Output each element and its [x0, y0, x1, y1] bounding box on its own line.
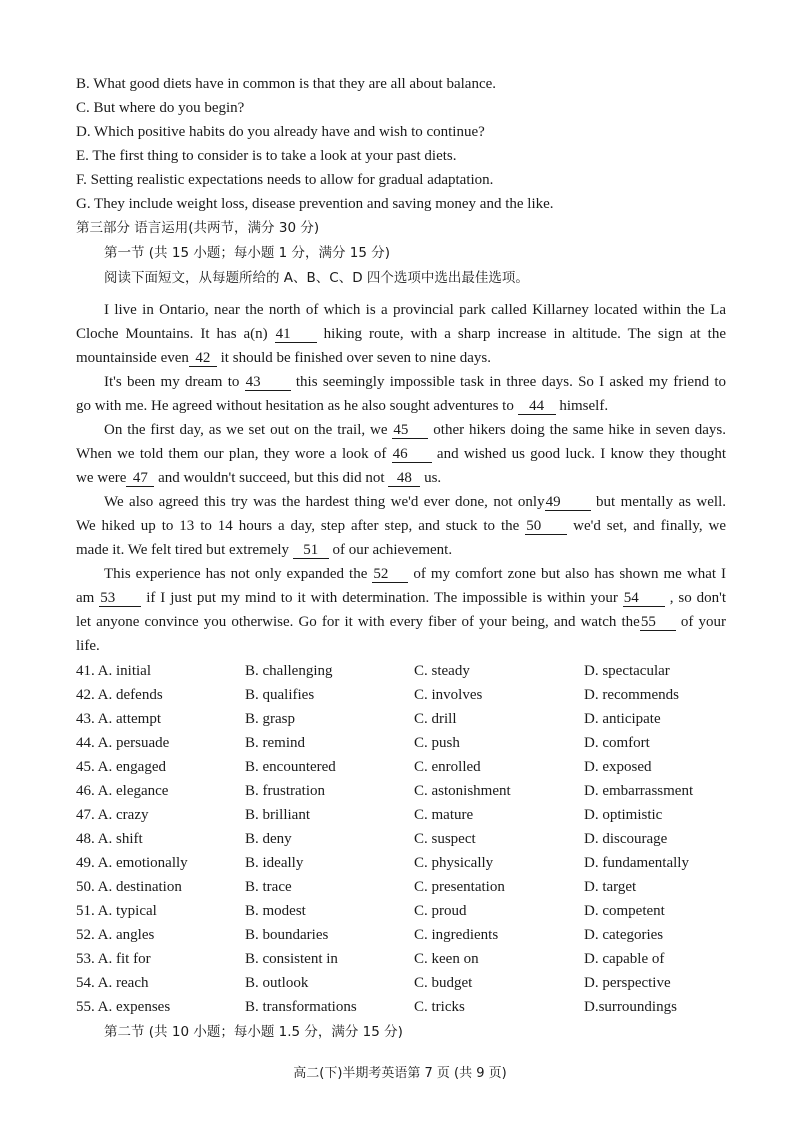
option-41-d[interactable]: D. spectacular — [584, 663, 670, 679]
option-51-c[interactable]: C. proud — [414, 903, 467, 919]
option-49-b[interactable]: B. ideally — [245, 855, 304, 871]
passage-line: It's been my dream to 43 this seemingly impossible task in three days. So I asked my friend to — [104, 374, 726, 390]
option-g: G. They include weight loss, disease prevention and saving money and the like. — [76, 196, 554, 212]
option-50-a[interactable]: 50. A. destination — [76, 879, 182, 895]
option-52-b[interactable]: B. boundaries — [245, 927, 329, 943]
option-43-a[interactable]: 43. A. attempt — [76, 711, 161, 727]
option-47-d[interactable]: D. optimistic — [584, 807, 663, 823]
option-50-c[interactable]: C. presentation — [414, 879, 505, 895]
option-46-c[interactable]: C. astonishment — [414, 783, 511, 799]
passage-line: This experience has not only expanded the 52 of my comfort zone but also has shown me what I — [104, 566, 727, 582]
option-48-a[interactable]: 48. A. shift — [76, 831, 143, 847]
option-f: F. Setting realistic expectations needs to allow for gradual adaptation. — [76, 172, 494, 188]
blank-47: 47 — [126, 470, 154, 487]
passage-line: When we told them our plan, they wore a look of 46 and wished us good luck. I know they thought — [76, 446, 727, 462]
option-42-a[interactable]: 42. A. defends — [76, 687, 163, 703]
part-heading: 第三部分 语言运用(共两节，满分 30 分) — [76, 220, 320, 236]
blank-52: 52 — [372, 566, 408, 583]
option-47-c[interactable]: C. mature — [414, 807, 474, 823]
option-53-b[interactable]: B. consistent in — [245, 951, 338, 967]
option-45-d[interactable]: D. exposed — [584, 759, 652, 775]
question-53-options — [76, 949, 736, 971]
option-d: D. Which positive habits do you already have and wish to continue? — [76, 124, 485, 140]
option-43-b[interactable]: B. grasp — [245, 711, 295, 727]
blank-54: 54 — [623, 590, 665, 607]
option-44-a[interactable]: 44. A. persuade — [76, 735, 170, 751]
section-heading: 第一节 (共 15 小题；每小题 1 分，满分 15 分) — [104, 245, 391, 261]
blank-43: 43 — [245, 374, 291, 391]
blank-51: 51 — [293, 542, 329, 559]
question-41-options — [76, 661, 736, 683]
option-55-b[interactable]: B. transformations — [245, 999, 357, 1015]
option-54-a[interactable]: 54. A. reach — [76, 975, 149, 991]
blank-41: 41 — [275, 326, 317, 343]
question-49-options — [76, 853, 736, 875]
option-b: B. What good diets have in common is that they are all about balance. — [76, 76, 497, 92]
option-47-b[interactable]: B. brilliant — [245, 807, 310, 823]
passage-line: Cloche Mountains. It has a(n) 41 hiking route, with a sharp increase in altitude. The sign at the — [76, 326, 727, 342]
option-45-a[interactable]: 45. A. engaged — [76, 759, 166, 775]
option-48-b[interactable]: B. deny — [245, 831, 292, 847]
blank-42: 42 — [189, 350, 217, 367]
option-54-c[interactable]: C. budget — [414, 975, 473, 991]
instructions: 阅读下面短文，从每题所给的 A、B、C、D 四个选项中选出最佳选项。 — [104, 270, 529, 286]
question-52-options — [76, 925, 736, 947]
passage-line: life. — [76, 638, 100, 654]
option-44-b[interactable]: B. remind — [245, 735, 305, 751]
passage-line: We also agreed this try was the hardest thing we'd ever done, not only49 but mentally as well. — [104, 494, 726, 510]
option-46-b[interactable]: B. frustration — [245, 783, 325, 799]
question-50-options — [76, 877, 736, 899]
blank-45: 45 — [392, 422, 428, 439]
passage-line: made it. We felt tired but extremely 51 of our achievement. — [76, 542, 453, 558]
passage-line: let anyone convince you otherwise. Go for it with every fiber of your being, and watch the55 of your — [76, 614, 726, 630]
passage-line: am 53 if I just put my mind to it with determination. The impossible is within your 54 , so don't — [76, 590, 727, 606]
blank-53: 53 — [99, 590, 141, 607]
option-48-d[interactable]: D. discourage — [584, 831, 668, 847]
passage-line: We hiked up to 13 to 14 hours a day, step after step, and stuck to the 50 we'd set, and finally, we — [76, 518, 727, 534]
question-54-options — [76, 973, 736, 995]
question-42-options — [76, 685, 736, 707]
section2-heading: 第二节 (共 10 小题；每小题 1.5 分，满分 15 分) — [104, 1024, 403, 1040]
option-53-a[interactable]: 53. A. fit for — [76, 951, 151, 967]
option-51-b[interactable]: B. modest — [245, 903, 306, 919]
blank-46: 46 — [392, 446, 432, 463]
option-52-a[interactable]: 52. A. angles — [76, 927, 155, 943]
blank-48: 48 — [388, 470, 420, 487]
blank-50: 50 — [525, 518, 567, 535]
option-41-a[interactable]: 41. A. initial — [76, 663, 151, 679]
blank-44: 44 — [518, 398, 556, 415]
option-52-d[interactable]: D. categories — [584, 927, 664, 943]
option-53-d[interactable]: D. capable of — [584, 951, 665, 967]
option-54-b[interactable]: B. outlook — [245, 975, 309, 991]
question-55-options — [76, 997, 736, 1019]
question-44-options — [76, 733, 736, 755]
option-e: E. The first thing to consider is to take a look at your past diets. — [76, 148, 457, 164]
option-45-b[interactable]: B. encountered — [245, 759, 336, 775]
question-48-options — [76, 829, 736, 851]
option-54-d[interactable]: D. perspective — [584, 975, 671, 991]
passage-line: go with me. He agreed without hesitation as he also sought adventures to 44 himself. — [76, 398, 609, 414]
option-41-b[interactable]: B. challenging — [245, 663, 333, 679]
option-49-a[interactable]: 49. A. emotionally — [76, 855, 188, 871]
option-46-d[interactable]: D. embarrassment — [584, 783, 694, 799]
option-43-c[interactable]: C. drill — [414, 711, 457, 727]
option-42-d[interactable]: D. recommends — [584, 687, 679, 703]
option-51-a[interactable]: 51. A. typical — [76, 903, 157, 919]
option-48-c[interactable]: C. suspect — [414, 831, 476, 847]
question-47-options — [76, 805, 736, 827]
option-42-c[interactable]: C. involves — [414, 687, 483, 703]
option-c: C. But where do you begin? — [76, 100, 245, 116]
passage-line: we were 47 and wouldn't succeed, but this did not 48 us. — [76, 470, 442, 486]
question-51-options — [76, 901, 736, 923]
question-46-options — [76, 781, 736, 803]
page-footer: 高二(下)半期考英语第 7 页 (共 9 页) — [293, 1066, 507, 1081]
option-46-a[interactable]: 46. A. elegance — [76, 783, 169, 799]
option-51-d[interactable]: D. competent — [584, 903, 665, 919]
passage-line: On the first day, as we set out on the trail, we 45 other hikers doing the same hike in seven days. — [104, 422, 727, 438]
option-47-a[interactable]: 47. A. crazy — [76, 807, 149, 823]
passage-line: I live in Ontario, near the north of which is a provincial park called Killarney located within the La — [104, 302, 726, 318]
option-45-c[interactable]: C. enrolled — [414, 759, 481, 775]
option-52-c[interactable]: C. ingredients — [414, 927, 499, 943]
option-49-d[interactable]: D. fundamentally — [584, 855, 689, 871]
blank-55: 55 — [640, 614, 676, 631]
option-41-c[interactable]: C. steady — [414, 663, 470, 679]
option-42-b[interactable]: B. qualifies — [245, 687, 315, 703]
question-45-options — [76, 757, 736, 779]
option-55-d[interactable]: D.surroundings — [584, 999, 677, 1015]
option-50-b[interactable]: B. trace — [245, 879, 292, 895]
blank-49: 49 — [545, 494, 591, 511]
option-53-c[interactable]: C. keen on — [414, 951, 479, 967]
option-55-c[interactable]: C. tricks — [414, 999, 465, 1015]
option-55-a[interactable]: 55. A. expenses — [76, 999, 171, 1015]
question-43-options — [76, 709, 736, 731]
option-43-d[interactable]: D. anticipate — [584, 711, 661, 727]
option-50-d[interactable]: D. target — [584, 879, 637, 895]
option-44-d[interactable]: D. comfort — [584, 735, 650, 751]
option-44-c[interactable]: C. push — [414, 735, 460, 751]
passage-line: mountainside even 42 it should be finished over seven to nine days. — [76, 350, 492, 366]
option-49-c[interactable]: C. physically — [414, 855, 494, 871]
